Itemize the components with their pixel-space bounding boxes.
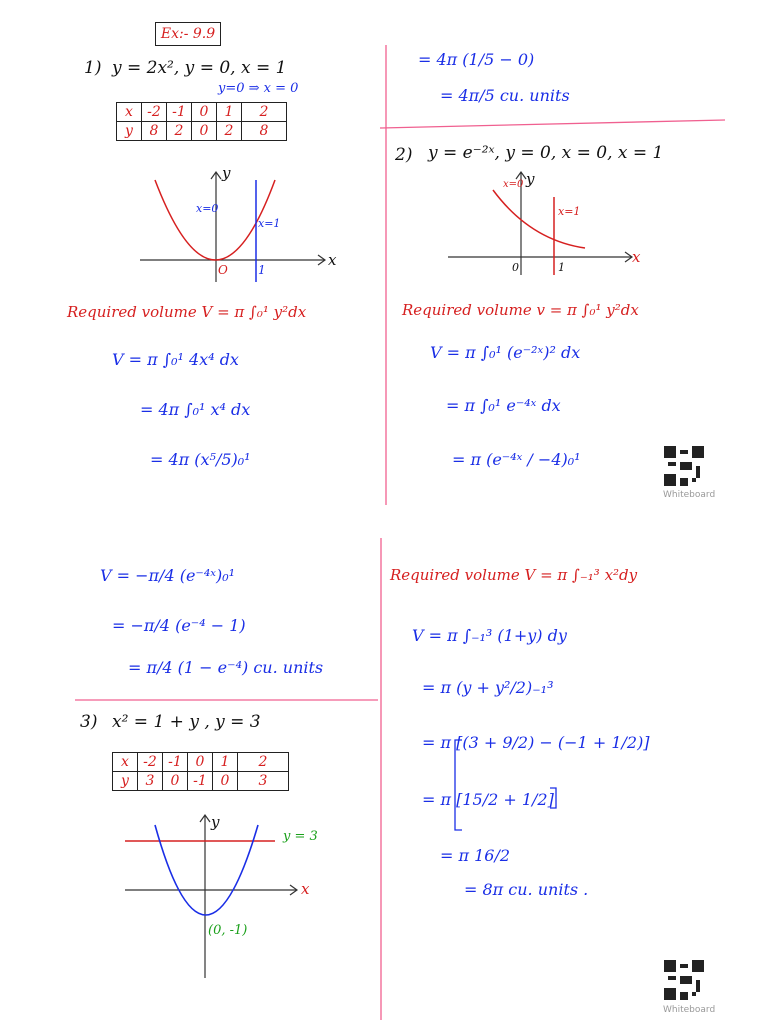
graph1-label-x1: x=1: [258, 217, 281, 230]
graph1-tick: 1: [258, 263, 266, 277]
graph3-line-label: y = 3: [283, 829, 318, 844]
graph3-y-label: y: [211, 813, 220, 831]
graph1-parabola: [155, 180, 275, 260]
table-cell: 2: [238, 753, 289, 772]
graph3-vertex-label: (0, -1): [208, 923, 248, 938]
graph-1: [140, 172, 325, 282]
problem2-number: 2): [395, 145, 413, 165]
table-cell: 2: [167, 122, 192, 141]
exercise-title: Ex:- 9.9: [155, 22, 221, 46]
problem3-step-3: = π [(3 + 9/2) − (−1 + 1/2)]: [422, 733, 650, 752]
problem2-required: Required volume v = π ∫₀¹ y²dx: [402, 301, 639, 319]
table-cell: 0: [188, 753, 213, 772]
table-cell: 2: [242, 103, 287, 122]
table-cell: -1: [163, 753, 188, 772]
graph1-label-x0: x=0: [196, 202, 219, 215]
graph3-x-label: x: [301, 880, 310, 898]
table-cell: -1: [167, 103, 192, 122]
graph-3: [125, 815, 297, 978]
problem1-number: 1): [84, 58, 102, 78]
problem3-number: 3): [80, 712, 98, 732]
problem1-table-row-y: [117, 122, 287, 141]
graph2-curve: [493, 190, 585, 248]
graph1-origin: O: [218, 263, 228, 277]
table-cell: 1: [213, 753, 238, 772]
qr-code-bottom-graphic: [664, 960, 704, 1000]
problem3-step-5: = π 16/2: [440, 846, 511, 865]
table-cell: 8: [242, 122, 287, 141]
bracket-left: [455, 740, 462, 830]
problem1-statement: y = 2x², y = 0, x = 1: [112, 58, 287, 78]
table-cell: 0: [192, 103, 217, 122]
graph2-y-label: y: [526, 170, 535, 188]
problem3-table-row-x: [113, 753, 289, 772]
table-cell: -1: [188, 772, 213, 791]
graph-2: [448, 172, 632, 275]
problem1-cont-step-2: = 4π/5 cu. units: [440, 86, 570, 105]
problem3-statement: x² = 1 + y , y = 3: [112, 712, 261, 732]
table-cell: -2: [138, 753, 163, 772]
qr-code-top: [664, 446, 704, 486]
problem2-step-2: = π ∫₀¹ e⁻⁴ˣ dx: [446, 396, 561, 415]
problem2-statement: y = e⁻²ˣ, y = 0, x = 0, x = 1: [428, 143, 664, 163]
graph2-label-x1: x=1: [558, 205, 581, 218]
problem1-cont-step-1: = 4π (1/5 − 0): [418, 50, 535, 69]
problem3-step-2: = π (y + y²/2)₋₁³: [422, 678, 554, 697]
problem1-table: [116, 102, 287, 141]
problem2-cont-step-3: = π/4 (1 − e⁻⁴) cu. units: [128, 658, 324, 677]
table-cell: -2: [142, 103, 167, 122]
problem1-step-3: = 4π (x⁵/5)₀¹: [150, 450, 251, 469]
problem1-step-2: = 4π ∫₀¹ x⁴ dx: [140, 400, 251, 419]
qr-code-top-graphic: [664, 446, 704, 486]
problem2-step-3: = π (e⁻⁴ˣ / −4)₀¹: [452, 450, 581, 469]
table-cell: 8: [142, 122, 167, 141]
table-cell: 3: [238, 772, 289, 791]
graph1-y-label: y: [222, 164, 231, 182]
table-cell: 0: [163, 772, 188, 791]
graph3-parabola: [155, 825, 258, 915]
graph2-origin: 0: [512, 261, 519, 274]
table-cell: 0: [192, 122, 217, 141]
graph2-tick: 1: [558, 261, 565, 274]
table-cell: x: [117, 103, 142, 122]
table-cell: 0: [213, 772, 238, 791]
table-cell: x: [113, 753, 138, 772]
table-cell: 2: [217, 122, 242, 141]
problem1-required: Required volume V = π ∫₀¹ y²dx: [67, 303, 307, 321]
problem3-table-row-y: [113, 772, 289, 791]
table-cell: y: [113, 772, 138, 791]
problem3-step-4: = π [15/2 + 1/2]: [422, 790, 554, 809]
problem2-step-1: V = π ∫₀¹ (e⁻²ˣ)² dx: [430, 343, 581, 362]
qr-code-bottom: [664, 960, 704, 1000]
problem3-required: Required volume V = π ∫₋₁³ x²dy: [390, 566, 638, 584]
table-cell: 1: [217, 103, 242, 122]
problem1-table-row-x: [117, 103, 287, 122]
top-right-divider: [380, 120, 725, 128]
problem2-cont-step-2: = −π/4 (e⁻⁴ − 1): [112, 616, 246, 635]
problem2-cont-step-1: V = −π/4 (e⁻⁴ˣ)₀¹: [100, 566, 236, 585]
table-cell: y: [117, 122, 142, 141]
table-cell: 3: [138, 772, 163, 791]
problem3-table: [112, 752, 289, 791]
problem3-step-6: = 8π cu. units .: [464, 880, 589, 899]
problem3-step-1: V = π ∫₋₁³ (1+y) dy: [412, 626, 567, 645]
graph2-label-x0: x=0: [503, 179, 524, 190]
problem1-note: y=0 ⇒ x = 0: [218, 81, 299, 96]
watermark-top: Whiteboard: [663, 490, 716, 500]
graph2-x-label: x: [632, 248, 641, 266]
problem1-step-1: V = π ∫₀¹ 4x⁴ dx: [112, 350, 239, 369]
graph1-x-label: x: [328, 251, 337, 269]
watermark-bottom: Whiteboard: [663, 1005, 716, 1015]
